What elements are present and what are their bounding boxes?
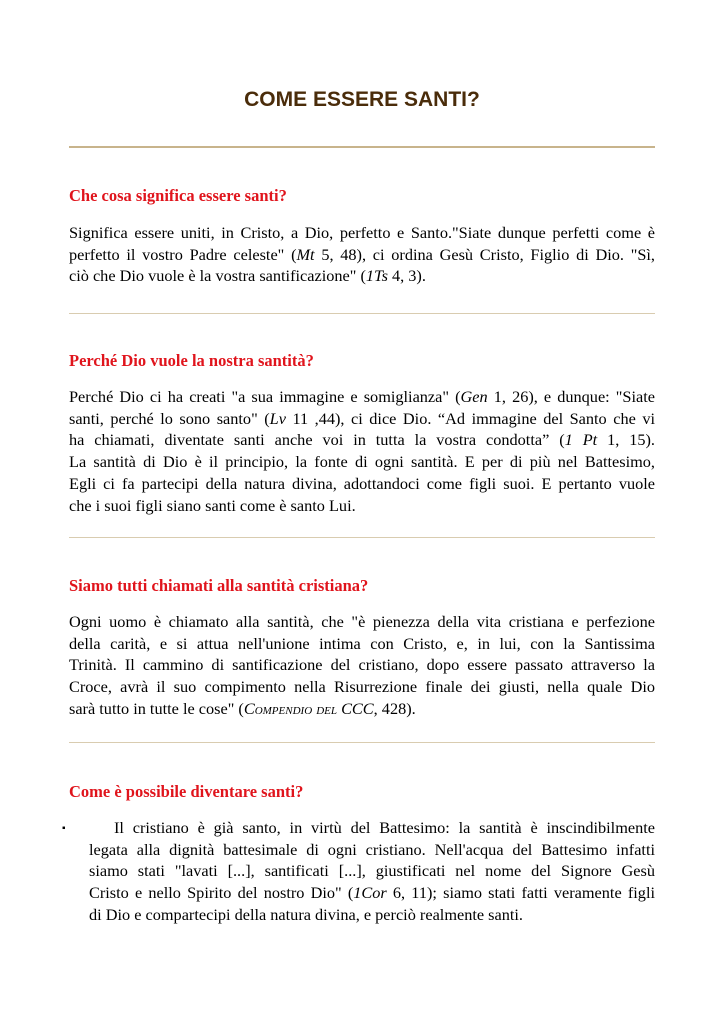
divider bbox=[69, 146, 655, 148]
paragraph-line: Croce, avrà il suo compimento nella Risurrezione finale dei giusti, nella quale Dio bbox=[69, 677, 655, 697]
question-heading: Perché Dio vuole la nostra santità? bbox=[69, 351, 314, 370]
paragraph-line: Significa essere uniti, in Cristo, a Dio, perfetto e Santo."Siate dunque perfetti come è bbox=[69, 223, 655, 242]
paragraph-line: della carità, e si attua nell'unione intima con Cristo, e, in lui, con la Santissima bbox=[69, 633, 655, 653]
answer-bullet-paragraph bbox=[89, 817, 655, 926]
paragraph-line: di Dio e compartecipi della natura divina, e perciò realmente santi. bbox=[89, 904, 523, 924]
divider bbox=[69, 313, 655, 314]
bullet-marker: ▪ bbox=[62, 823, 66, 834]
paragraph-line: Perché Dio ci ha creati "a sua immagine e somiglianza" (Gen 1, 26), e dunque: "Siate bbox=[69, 387, 655, 406]
paragraph-line: Egli ci fa partecipi della natura divina, adottandoci come figli suoi. E pertanto vuole bbox=[69, 473, 655, 493]
paragraph-line: Ogni uomo è chiamato alla santità, che "è pienezza della vita cristiana e perfezione bbox=[69, 612, 655, 631]
paragraph-line: Cristo e nello Spirito del nostro Dio" (1Cor 6, 11); siamo stati fatti veramente figli bbox=[89, 883, 655, 903]
paragraph-line: che i suoi figli siano santi come è santo Lui. bbox=[69, 495, 356, 515]
paragraph-line: ciò che Dio vuole è la vostra santificazione" (1Ts 4, 3). bbox=[69, 266, 426, 286]
paragraph-line: sarà tutto in tutte le cose" (Compendio del CCC, 428). bbox=[69, 698, 416, 718]
paragraph-line: Il cristiano è già santo, in virtù del Battesimo: la santità è inscindibilmente bbox=[114, 818, 655, 837]
answer-paragraph bbox=[69, 222, 655, 287]
answer-paragraph bbox=[69, 386, 655, 516]
divider bbox=[69, 742, 655, 743]
question-heading: Come è possibile diventare santi? bbox=[69, 782, 304, 801]
question-heading: Che cosa significa essere santi? bbox=[69, 186, 287, 205]
page-title: COME ESSERE SANTI? bbox=[244, 88, 480, 111]
question-heading: Siamo tutti chiamati alla santità cristiana? bbox=[69, 576, 369, 595]
divider bbox=[69, 537, 655, 538]
paragraph-line: La santità di Dio è il principio, la fonte di ogni santità. E per di più nel Battesimo, bbox=[69, 452, 655, 472]
answer-paragraph bbox=[69, 611, 655, 720]
paragraph-line: siamo stati "lavati [...], santificati [...], giustificati nel nome del Signore Gesù bbox=[89, 861, 655, 881]
paragraph-line: Trinità. Il cammino di santificazione del cristiano, dopo essere passato attraverso la bbox=[69, 655, 655, 675]
paragraph-line: ha chiamati, diventate santi anche voi in tutta la vostra condotta” (1 Pt 1, 15). bbox=[69, 430, 655, 450]
paragraph-line: perfetto il vostro Padre celeste" (Mt 5, 48), ci ordina Gesù Cristo, Figlio di Dio. "Sì, bbox=[69, 244, 655, 264]
paragraph-line: santi, perché lo sono santo" (Lv 11 ,44), ci dice Dio. “Ad immagine del Santo che vi bbox=[69, 408, 655, 428]
paragraph-line: legata alla dignità battesimale di ogni cristiano. Nell'acqua del Battesimo infatti bbox=[89, 839, 655, 859]
